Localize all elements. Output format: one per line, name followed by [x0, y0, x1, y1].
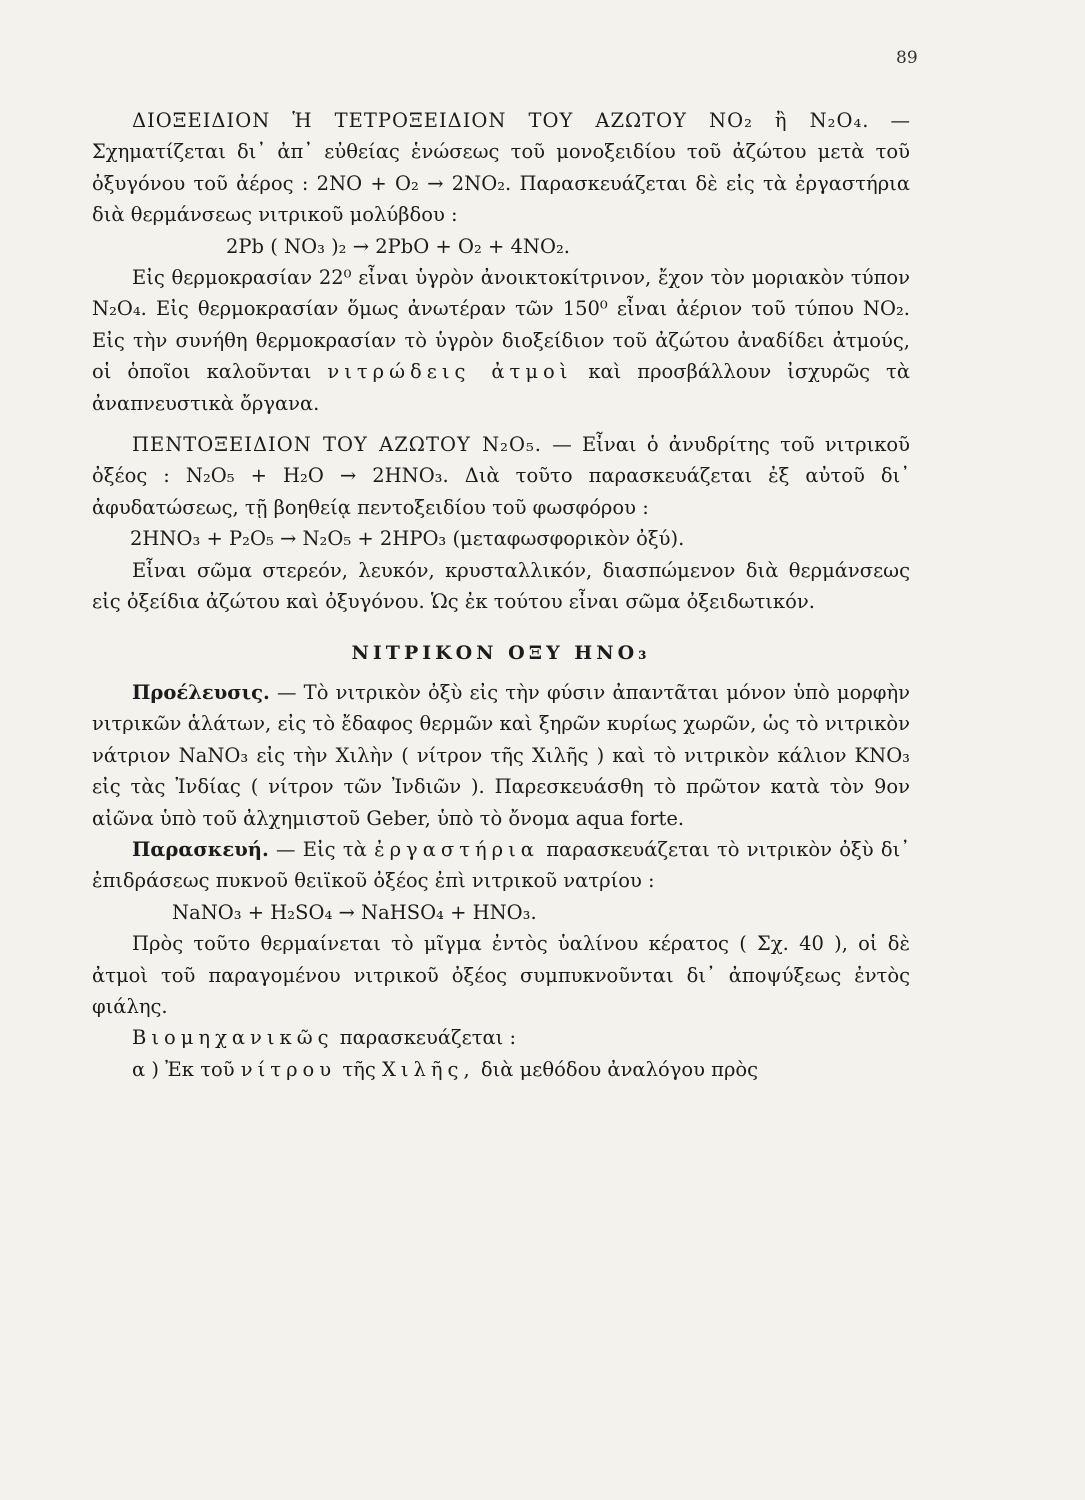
- preparation-pre: — Εἰς τὰ: [276, 837, 367, 861]
- equation-nitric-acid: NaNO₃ + H₂SO₄ → NaHSO₄ + HNO₃.: [172, 900, 537, 924]
- nitrous-fumes-term: νιτρώδεις ἀτμοὶ: [327, 360, 573, 384]
- paragraph-preparation: [92, 834, 910, 897]
- paragraph-origin: [92, 677, 910, 834]
- industrially-term: Βιομηχανικῶς: [132, 1026, 334, 1050]
- nitrogen-dioxide-heading: ΔΙΟΞΕΙΔΙΟΝ Ἡ ΤΕΤΡΟΞΕΙΔΙΟΝ ΤΟΥ ΑΖΩΤΟΥ NO₂ ἢ N₂O₄.: [132, 109, 870, 132]
- preparation-label: Παρασκευή.: [132, 837, 269, 861]
- paragraph-nitrogen-pentoxide: [92, 429, 910, 523]
- chile-pre: α ) Ἐκ τοῦ: [132, 1057, 235, 1081]
- page-number: 89: [896, 48, 918, 68]
- chile-mid: τῆς: [342, 1057, 376, 1081]
- nitrogen-pentoxide-heading: ΠΕΝΤΟΞΕΙΔΙΟΝ ΤΟΥ ΑΖΩΤΟΥ N₂O₅.: [132, 433, 542, 457]
- paragraph-pentoxide-properties: Εἶναι σῶμα στερεόν, λευκόν, κρυσταλλικόν, διασπώμενον διὰ θερμάνσεως εἰς ὀξείδια ἀζώτου καὶ ὀξυγόνου. Ὡς ἐκ τούτου εἶναι σῶμα ὀξειδωτικόν.: [92, 558, 910, 614]
- industrial-text: παρασκευάζεται :: [339, 1026, 517, 1050]
- nitre-term: νίτρου: [240, 1057, 337, 1081]
- equation-pentoxide: 2HNO₃ + P₂O₅ → N₂O₅ + 2HPO₃ (μεταφωσφορικὸν ὀξύ).: [130, 527, 685, 551]
- dioxide-properties-tail: καὶ προσβάλλουν ἰσχυρῶς τὰ ἀναπνευστικὰ ὄργανα.: [92, 360, 910, 415]
- nitrogen-dioxide-text: — Σχηματίζεται δι᾽ ἀπ᾽ εὐθείας ἑνώσεως τοῦ μονοξειδίου τοῦ ἀζώτου μετὰ τοῦ ὀξυγόνου τοῦ ἀέρος : 2NO + O₂ → 2NO₂. Παρασκευάζεται δὲ εἰς τὰ ἐργαστήρια διὰ θερμάνσεως νιτρικοῦ μολύβδου :: [92, 109, 910, 227]
- chile-term: Χιλῆς,: [381, 1057, 475, 1081]
- paragraph-industrial: [92, 1022, 910, 1053]
- paragraph-procedure: Πρὸς τοῦτο θερμαίνεται τὸ μῖγμα ἐντὸς ὑαλίνου κέρατος ( Σχ. 40 ), οἱ δὲ ἀτμοὶ τοῦ παραγομένου νιτρικοῦ ὀξέος συμπυκνοῦνται δι᾽ ἀποψύξεως ἐντὸς φιάλης.: [92, 932, 910, 1018]
- paragraph-nitrogen-dioxide: [92, 105, 910, 231]
- section-heading-nitric-acid: ΝΙΤΡΙΚΟΝ ΟΞΥ HNO₃: [351, 641, 651, 664]
- page-body: [92, 105, 910, 1085]
- origin-label: Προέλευσις.: [132, 680, 270, 704]
- paragraph-chile-nitre: [92, 1054, 910, 1085]
- laboratories-term: ἐργαστήρια: [374, 837, 539, 861]
- dioxide-properties-text: Εἰς θερμοκρασίαν 22⁰ εἶναι ὑγρὸν ἀνοικτοκίτρινον, ἔχον τὸν μοριακὸν τύπον N₂O₄. Εἰς θερμοκρασίαν ὅμως ἀνωτέραν τῶν 150⁰ εἶναι ἀέριον τοῦ τύπου NO₂. Εἰς τὴν συνήθη θερμοκρασίαν τὸ ὑγρὸν διοξείδιον τοῦ ἀζώτου ἀναδίδει ἀτμούς, οἱ ὁποῖοι καλοῦνται: [92, 266, 910, 384]
- paragraph-dioxide-properties: [92, 262, 910, 419]
- equation-lead-nitrate: 2Pb ( NO₃ )₂ → 2PbO + O₂ + 4NO₂.: [226, 234, 570, 258]
- origin-text: — Τὸ νιτρικὸν ὀξὺ εἰς τὴν φύσιν ἀπαντᾶται μόνον ὑπὸ μορφὴν νιτρικῶν ἁλάτων, εἰς τὸ ἔδαφος θερμῶν καὶ ξηρῶν κυρίως χωρῶν, ὡς τὸ νιτρικὸν νάτριον NaNO₃ εἰς τὴν Χιλὴν ( νίτρον τῆς Χιλῆς ) καὶ τὸ νιτρικὸν κάλιον KNO₃ εἰς τὰς Ἰνδίας ( νίτρον τῶν Ἰνδιῶν ). Παρεσκευάσθη τὸ πρῶτον κατὰ τὸν 9ον αἰῶνα ὑπὸ τοῦ ἀλχημιστοῦ Geber, ὑπὸ τὸ ὄνομα aqua forte.: [92, 680, 910, 830]
- nitrogen-pentoxide-text: — Εἶναι ὁ ἀνυδρίτης τοῦ νιτρικοῦ ὀξέος : N₂O₅ + H₂O → 2HNO₃. Διὰ τοῦτο παρασκευάζεται ἐξ αὐτοῦ δι᾽ ἀφυδατώσεως, τῇ βοηθείᾳ πεντοξειδίου τοῦ φωσφόρου :: [92, 433, 911, 519]
- chile-text: διὰ μεθόδου ἀναλόγου πρὸς: [480, 1057, 759, 1081]
- preparation-text: παρασκευάζεται τὸ νιτρικὸν ὀξὺ δι᾽ ἐπιδράσεως πυκνοῦ θειϊκοῦ ὀξέος ἐπὶ νιτρικοῦ νατρίου :: [92, 837, 911, 893]
